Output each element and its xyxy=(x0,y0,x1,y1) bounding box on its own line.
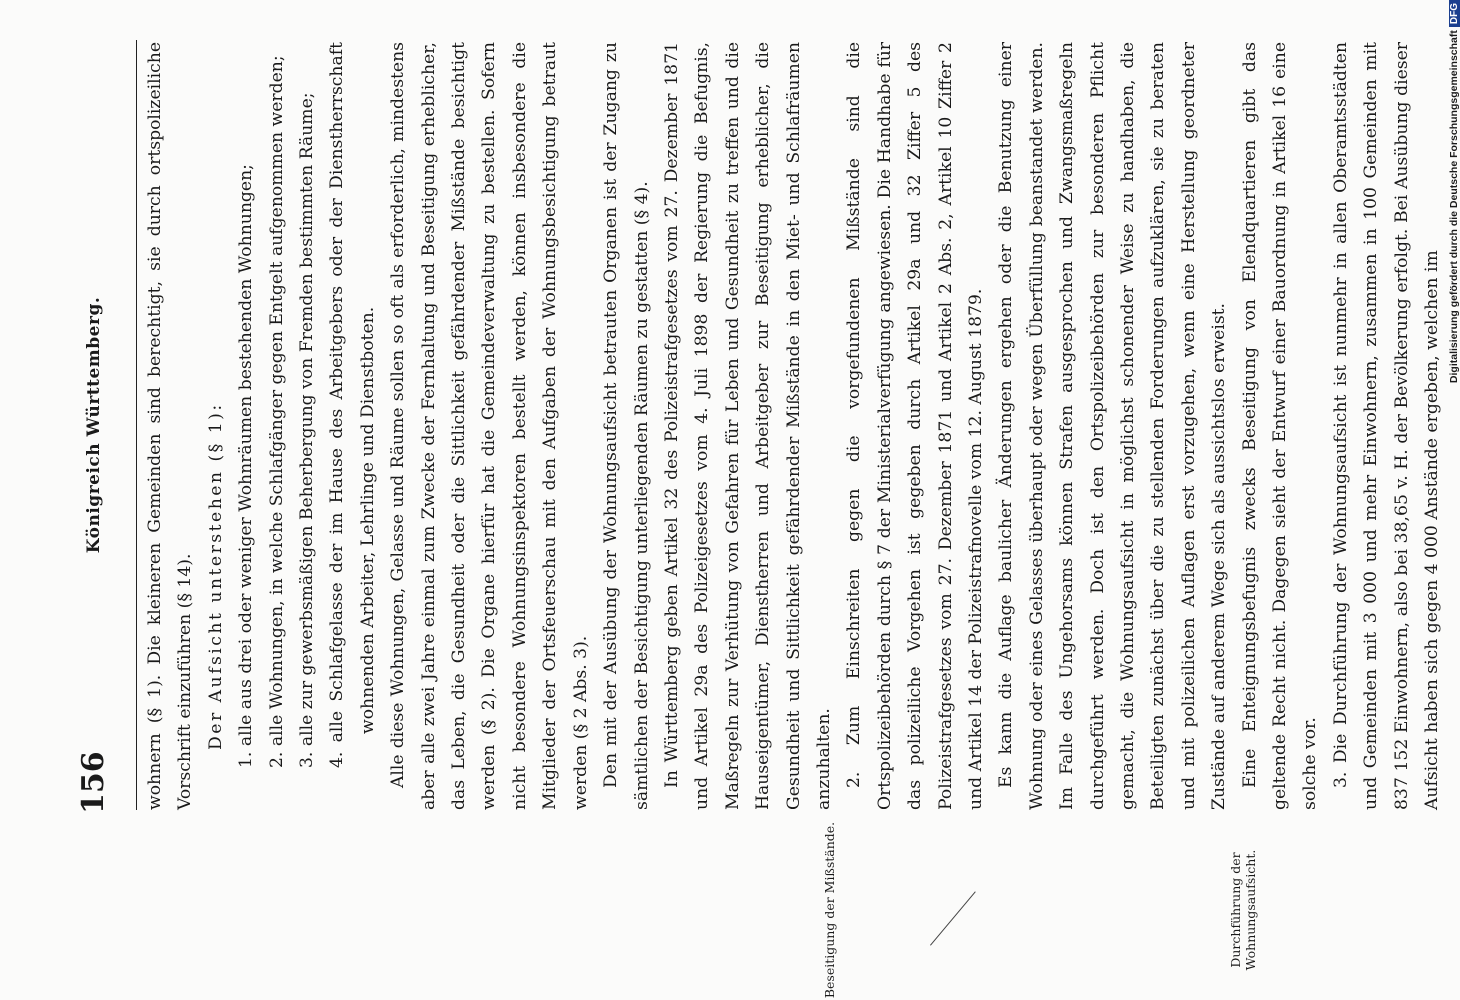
paragraph: 3. Die Durchführung der Wohnungsaufsicht ist nunmehr in allen Oberamtsstädten und Gemeinden mit 3 000 und mehr Einwohnern, zusammen in 100 Gemeinden mit 837 152 Einwohnern, also bei 38,65 v. H. der Bevölkerung erfolgt. Bei Ausübung dieser Aufsicht haben sich gegen 4 000 Anstände ergeben, welchen im xyxy=(1330,42,1443,810)
list-item: 2. alle Wohnungen, in welche Schlafgänger gegen Entgelt aufgenommen werden; xyxy=(266,55,287,768)
margin-note-durchfuehrung: Durchführung der Wohnungsaufsicht. xyxy=(1228,849,1258,971)
main-text xyxy=(140,42,1447,810)
margin-note-beseitigung: Beseitigung der Mißstände. xyxy=(822,821,837,999)
running-title: Königreich Württemberg. xyxy=(84,296,104,554)
list-item: 4. alle Schlafgelasse der im Hause des Arbeitgebers oder der Dienstherrschaft wohnenden Arbeiter, Lehrlinge und Dienstboten. xyxy=(327,42,378,768)
paragraph: Alle diese Wohnungen, Gelasse und Räume sollen so oft als erforderlich, mindestens aber alle zwei Jahre einmal zum Zwecke der Fernhaltung und Beseitigung erheblicher, das Leben, die Gesundheit oder die Sittlichkeit gefährdender Mißstände besichtigt werden (§ 2). Die Organe hierfür hat die Gemeindeverwaltung zu bestellen. Sofern nicht besondere Wohnungsinspektoren bestellt werden, können insbesondere die Mitglieder der Ortsfeuerschau mit den Aufgaben der Wohnungsbesichtigung betraut werden (§ 2 Abs. 3). xyxy=(388,42,591,810)
dfg-logo: DFG xyxy=(1449,0,1460,27)
list-item: 1. alle aus drei oder weniger Wohnräumen bestehenden Wohnungen; xyxy=(236,164,257,768)
page-number: 156 xyxy=(76,751,111,814)
pencil-mark xyxy=(930,891,976,945)
paragraph: 2. Zum Einschreiten gegen die vorgefundenen Mißstände sind die Ortspolizeibehörden durch § 7 der Ministerialverfügung angewiesen. Die Handhabe für das polizeiliche Vorgehen ist gegeben durch Artikel 29a und 32 Ziffer 5 des Polizeistrafgesetzes vom 27. Dezember 1871 und Artikel 2 Abs. 2, Artikel 10 Ziffer 2 und Artikel 14 der Polizeistrafnovelle vom 12. August 1879. xyxy=(844,42,986,810)
digitization-stamp xyxy=(1448,0,1460,400)
paragraph: In Württemberg geben Artikel 32 des Polizeistrafgesetzes vom 27. Dezember 1871 und Artikel 29a des Polizeigesetzes vom 4. Juli 1898 der Regierung die Befugnis, Maßregeln zur Verhütung von Gefahren für Leben und Gesundheit zu treffen und die Hauseigentümer, Dienstherren und Arbeitgeber zur Beseitigung erheblicher, die Gesundheit und Sittlichkeit gefährdender Mißstände in den Miet- und Schlafräumen anzuhalten. xyxy=(661,42,834,810)
paragraph: wohnern (§ 1). Die kleineren Gemeinden sind berechtigt, sie durch ortspolizeiliche Vorschrift einzuführen (§ 14). xyxy=(145,42,196,810)
list-item: 3. alle zur gewerbsmäßigen Beherbergung von Fremden bestimmten Räume; xyxy=(297,92,318,768)
header-rule xyxy=(136,40,137,810)
paragraph: Der Aufsicht unterstehen (§ 1): xyxy=(205,402,226,750)
paragraph: Eine Enteignungsbefugnis zwecks Beseitigung von Elendquartieren gibt das geltende Recht nicht. Dagegen sieht der Entwurf einer Bauordnung in Artikel 16 eine solche vor. xyxy=(1239,42,1321,810)
paragraph: Den mit der Ausübung der Wohnungsaufsicht betrauten Organen ist der Zugang zu sämtlichen der Besichtigung unterliegenden Räumen zu gestatten (§ 4). xyxy=(601,42,652,810)
paragraph: Es kann die Auflage baulicher Änderungen ergehen oder die Benutzung einer Wohnung oder eines Gelasses überhaupt oder wegen Überfüllung beanstandet werden. Im Falle des Ungehorsams können Strafen ausgesprochen und Zwangsmaßregeln durchgeführt werden. Doch ist den Ortspolizeibehörden zur besonderen Pflicht gemacht, die Wohnungsaufsicht in möglichst schonender Weise zu handhaben, die Beteiligten zunächst über die zu stellenden Forderungen aufzuklären, sie zu beraten und mit polizeilichen Auflagen erst vorzugehen, wenn eine Herstellung geordneter Zustände auf anderem Wege sich als aussichtslos erweist. xyxy=(996,42,1230,810)
stamp-text: Digitalisierung gefördert durch die Deutsche Forschungsgemeinschaft xyxy=(1448,30,1460,384)
